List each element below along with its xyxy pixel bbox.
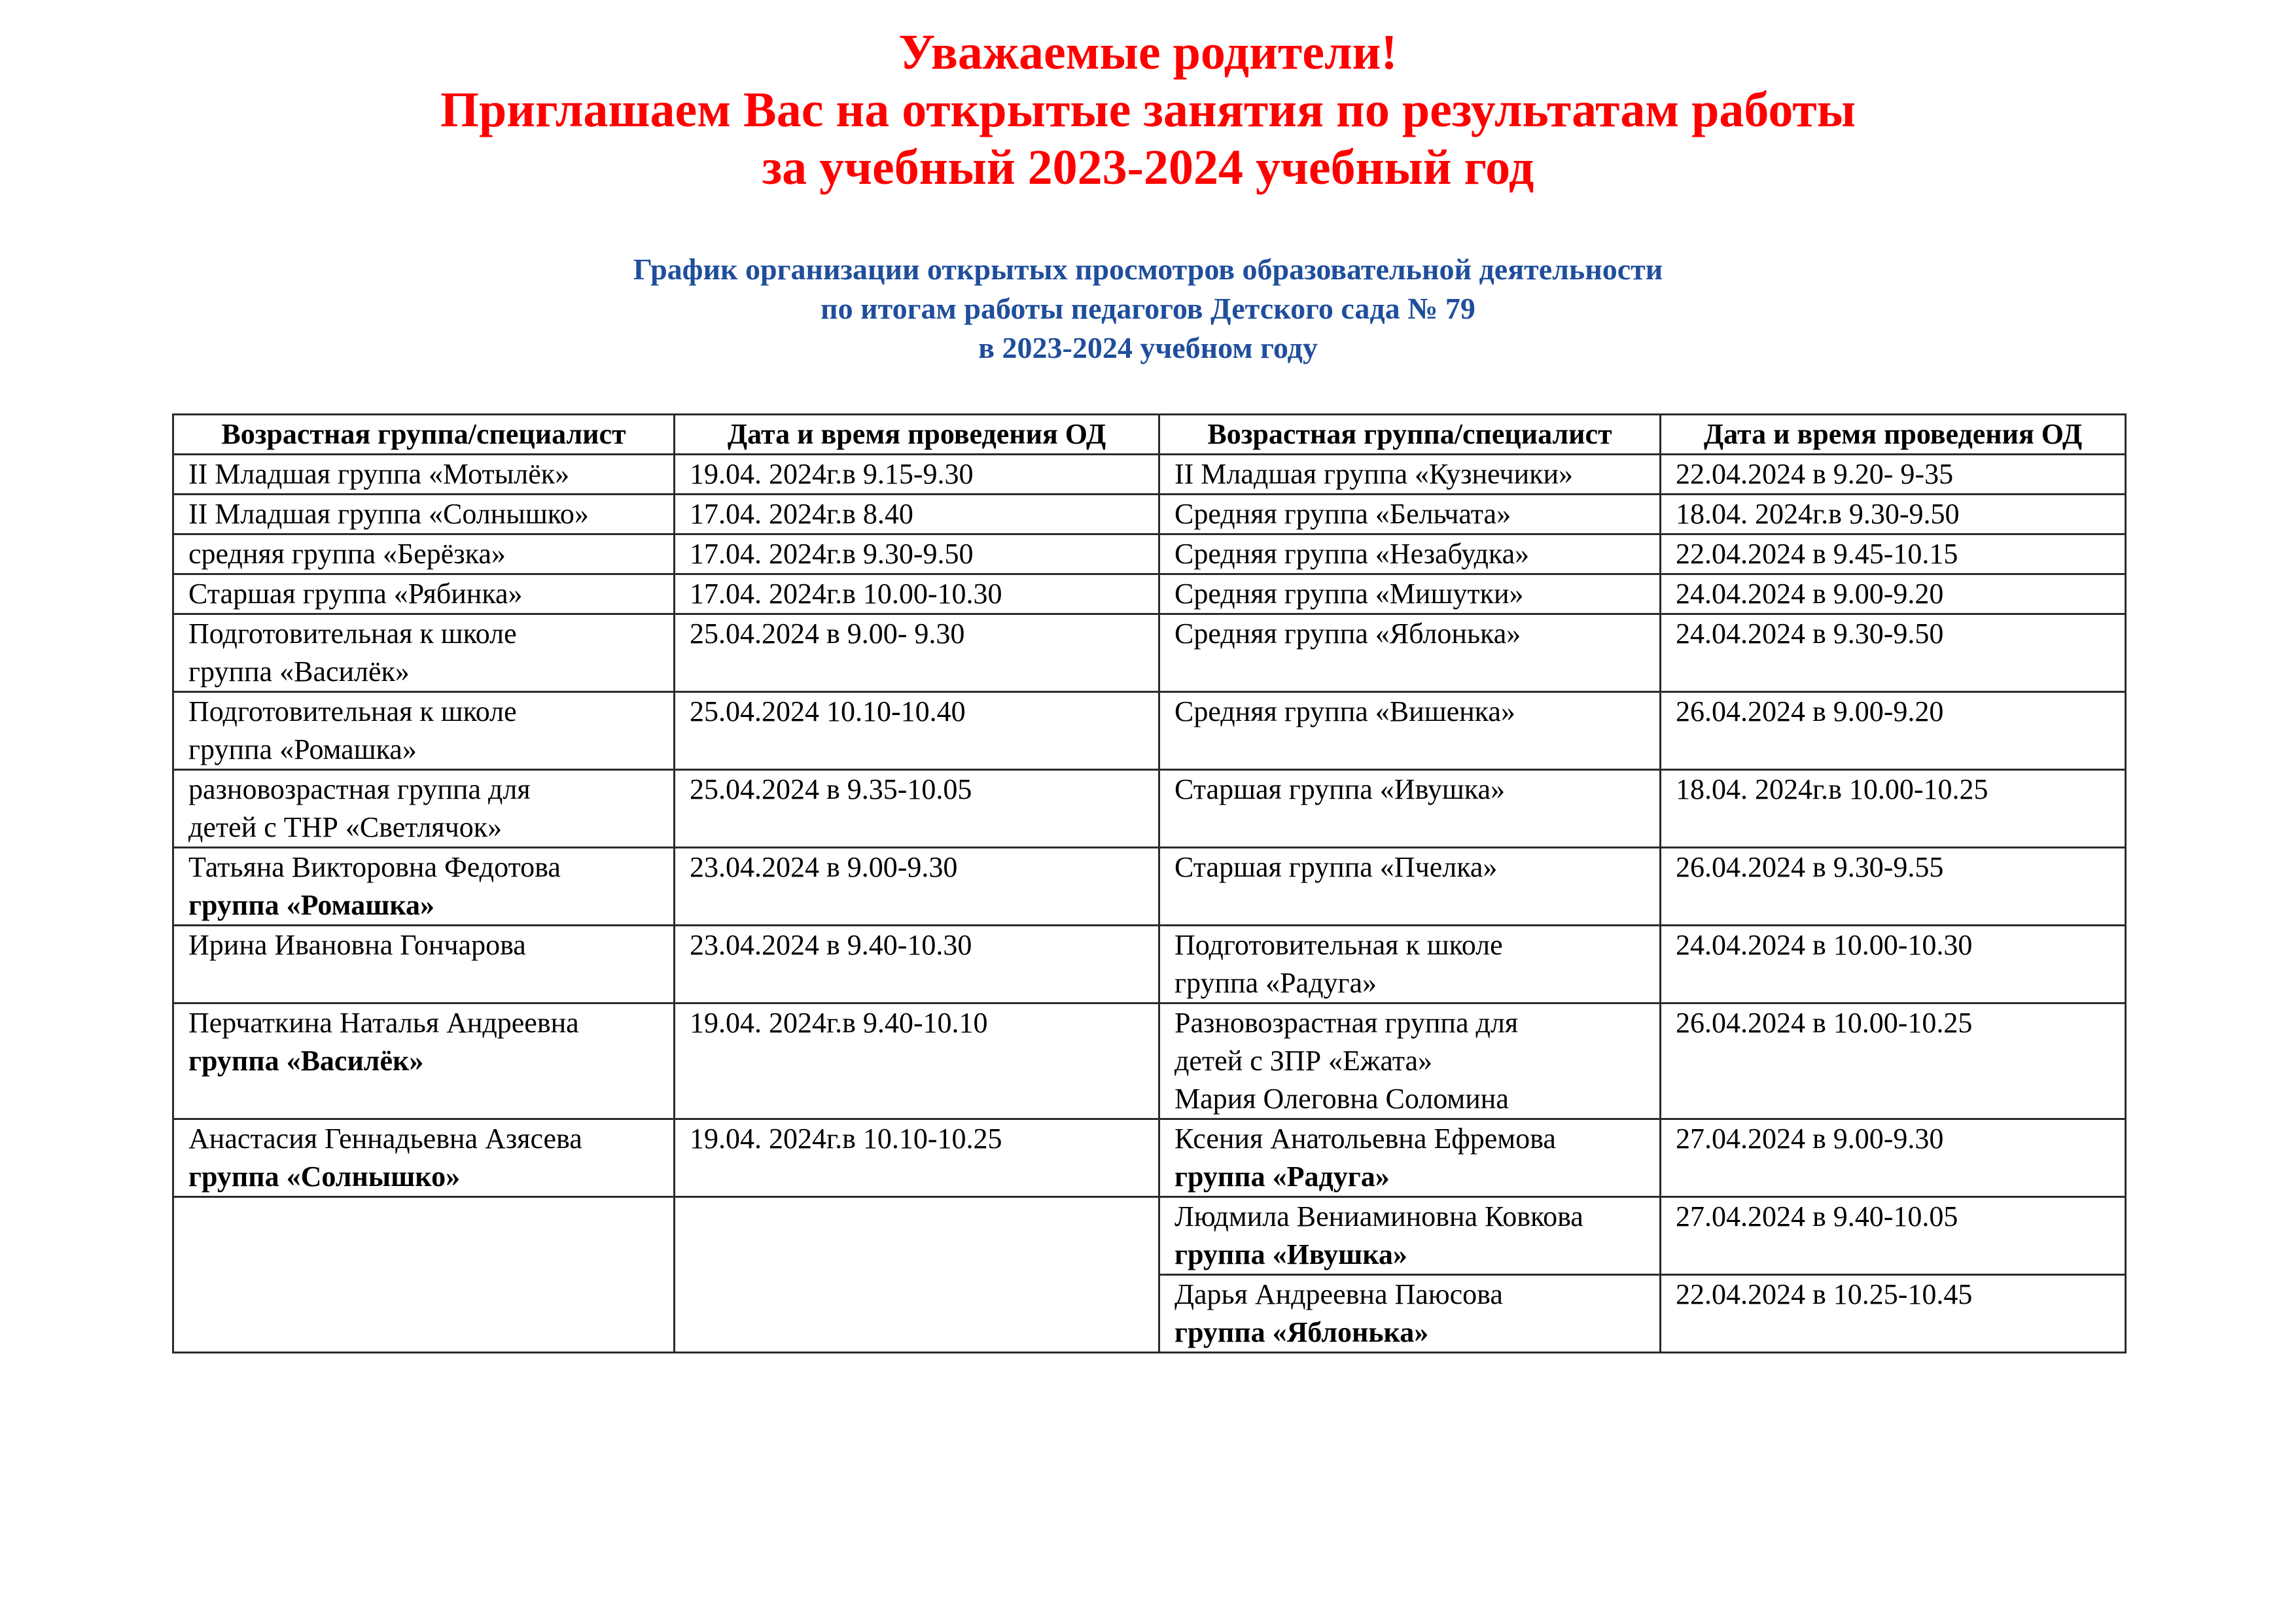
right-group-cell: Подготовительная к школе группа «Радуга» <box>1159 926 1661 1003</box>
left-group-cell: Подготовительная к школе группа «Василёк» <box>173 614 675 692</box>
right-date-cell: 26.04.2024 в 9.30-9.55 <box>1661 848 2126 926</box>
left-group-cell: Татьяна Викторовна Федотова группа «Ромашка» <box>173 848 675 926</box>
table-row <box>173 614 2126 692</box>
left-group-cell: Перчаткина Наталья Андреевна группа «Василёк» <box>173 1003 675 1119</box>
left-date-cell-empty <box>675 1197 1159 1353</box>
right-group-cell: Разновозрастная группа для детей с ЗПР «Ежата» Мария Олеговна Соломина <box>1159 1003 1661 1119</box>
subtitle-line-3: в 2023-2024 учебном году <box>978 331 1318 364</box>
left-group-cell: средняя группа «Берёзка» <box>173 534 675 574</box>
left-group-cell: Подготовительная к школе группа «Ромашка» <box>173 692 675 770</box>
right-group-cell: II Младшая группа «Кузнечики» <box>1159 455 1661 495</box>
schedule-subtitle <box>0 250 2296 368</box>
left-date-cell: 25.04.2024 10.10-10.40 <box>675 692 1159 770</box>
table-row <box>173 1119 2126 1197</box>
table-header-row <box>173 415 2126 455</box>
title-line-greeting: Уважаемые родители! <box>898 25 1398 80</box>
right-date-cell: 27.04.2024 в 9.00-9.30 <box>1661 1119 2126 1197</box>
left-group-cell: Старшая группа «Рябинка» <box>173 574 675 614</box>
subtitle-line-1: График организации открытых просмотров образовательной деятельности <box>633 253 1663 286</box>
right-date-cell: 27.04.2024 в 9.40-10.05 <box>1661 1197 2126 1275</box>
left-date-cell: 17.04. 2024г.в 10.00-10.30 <box>675 574 1159 614</box>
right-date-cell: 24.04.2024 в 9.30-9.50 <box>1661 614 2126 692</box>
left-group-cell: Ирина Ивановна Гончарова <box>173 926 675 1003</box>
right-group-cell: Людмила Вениаминовна Ковкова группа «Ивушка» <box>1159 1197 1661 1275</box>
table-row <box>173 1197 2126 1275</box>
left-date-cell: 19.04. 2024г.в 9.15-9.30 <box>675 455 1159 495</box>
left-group-cell: разновозрастная группа для детей с ТНР «Светлячок» <box>173 770 675 848</box>
right-group-cell: Старшая группа «Пчелка» <box>1159 848 1661 926</box>
right-date-cell: 18.04. 2024г.в 9.30-9.50 <box>1661 495 2126 534</box>
group-name-bold: группа «Ивушка» <box>1174 1238 1407 1270</box>
table-row <box>173 926 2126 1003</box>
schedule-table <box>172 413 2127 1353</box>
right-group-cell: Дарья Андреевна Паюсова группа «Яблонька» <box>1159 1275 1661 1353</box>
header-right-date: Дата и время проведения ОД <box>1661 415 2126 455</box>
left-date-cell: 25.04.2024 в 9.00- 9.30 <box>675 614 1159 692</box>
right-date-cell: 26.04.2024 в 10.00-10.25 <box>1661 1003 2126 1119</box>
right-date-cell: 22.04.2024 в 9.20- 9-35 <box>1661 455 2126 495</box>
right-group-cell: Старшая группа «Ивушка» <box>1159 770 1661 848</box>
left-date-cell: 25.04.2024 в 9.35-10.05 <box>675 770 1159 848</box>
table-row <box>173 455 2126 495</box>
group-name-bold: группа «Василёк» <box>188 1045 424 1077</box>
group-name-bold: группа «Радуга» <box>1174 1161 1390 1193</box>
group-name-bold: группа «Солнышко» <box>188 1161 461 1193</box>
header-left-group: Возрастная группа/специалист <box>173 415 675 455</box>
left-group-cell: II Младшая группа «Мотылёк» <box>173 455 675 495</box>
table-row <box>173 692 2126 770</box>
right-date-cell: 26.04.2024 в 9.00-9.20 <box>1661 692 2126 770</box>
table-row <box>173 770 2126 848</box>
left-date-cell: 17.04. 2024г.в 8.40 <box>675 495 1159 534</box>
table-row <box>173 574 2126 614</box>
left-date-cell: 19.04. 2024г.в 10.10-10.25 <box>675 1119 1159 1197</box>
right-group-cell: Ксения Анатольевна Ефремова группа «Радуга» <box>1159 1119 1661 1197</box>
invitation-title <box>0 24 2296 196</box>
right-group-cell: Средняя группа «Бельчата» <box>1159 495 1661 534</box>
subtitle-line-2: по итогам работы педагогов Детского сада № 79 <box>821 292 1475 325</box>
table-row <box>173 848 2126 926</box>
table-row <box>173 1003 2126 1119</box>
header-right-group: Возрастная группа/специалист <box>1159 415 1661 455</box>
group-name-bold: группа «Яблонька» <box>1174 1316 1429 1348</box>
left-date-cell: 17.04. 2024г.в 9.30-9.50 <box>675 534 1159 574</box>
left-group-cell: Анастасия Геннадьевна Азясева группа «Солнышко» <box>173 1119 675 1197</box>
right-date-cell: 18.04. 2024г.в 10.00-10.25 <box>1661 770 2126 848</box>
title-line-invitation: Приглашаем Вас на открытые занятия по результатам работы <box>440 82 1856 137</box>
left-date-cell: 19.04. 2024г.в 9.40-10.10 <box>675 1003 1159 1119</box>
right-group-cell: Средняя группа «Яблонька» <box>1159 614 1661 692</box>
group-name-bold: группа «Ромашка» <box>188 889 435 921</box>
right-date-cell: 24.04.2024 в 10.00-10.30 <box>1661 926 2126 1003</box>
right-date-cell: 24.04.2024 в 9.00-9.20 <box>1661 574 2126 614</box>
right-date-cell: 22.04.2024 в 10.25-10.45 <box>1661 1275 2126 1353</box>
right-group-cell: Средняя группа «Незабудка» <box>1159 534 1661 574</box>
right-date-cell: 22.04.2024 в 9.45-10.15 <box>1661 534 2126 574</box>
left-date-cell: 23.04.2024 в 9.00-9.30 <box>675 848 1159 926</box>
left-group-cell-empty <box>173 1197 675 1353</box>
left-group-cell: II Младшая группа «Солнышко» <box>173 495 675 534</box>
title-line-year: за учебный 2023-2024 учебный год <box>762 140 1534 195</box>
header-left-date: Дата и время проведения ОД <box>675 415 1159 455</box>
right-group-cell: Средняя группа «Мишутки» <box>1159 574 1661 614</box>
left-date-cell: 23.04.2024 в 9.40-10.30 <box>675 926 1159 1003</box>
table-row <box>173 534 2126 574</box>
right-group-cell: Средняя группа «Вишенка» <box>1159 692 1661 770</box>
table-row <box>173 495 2126 534</box>
